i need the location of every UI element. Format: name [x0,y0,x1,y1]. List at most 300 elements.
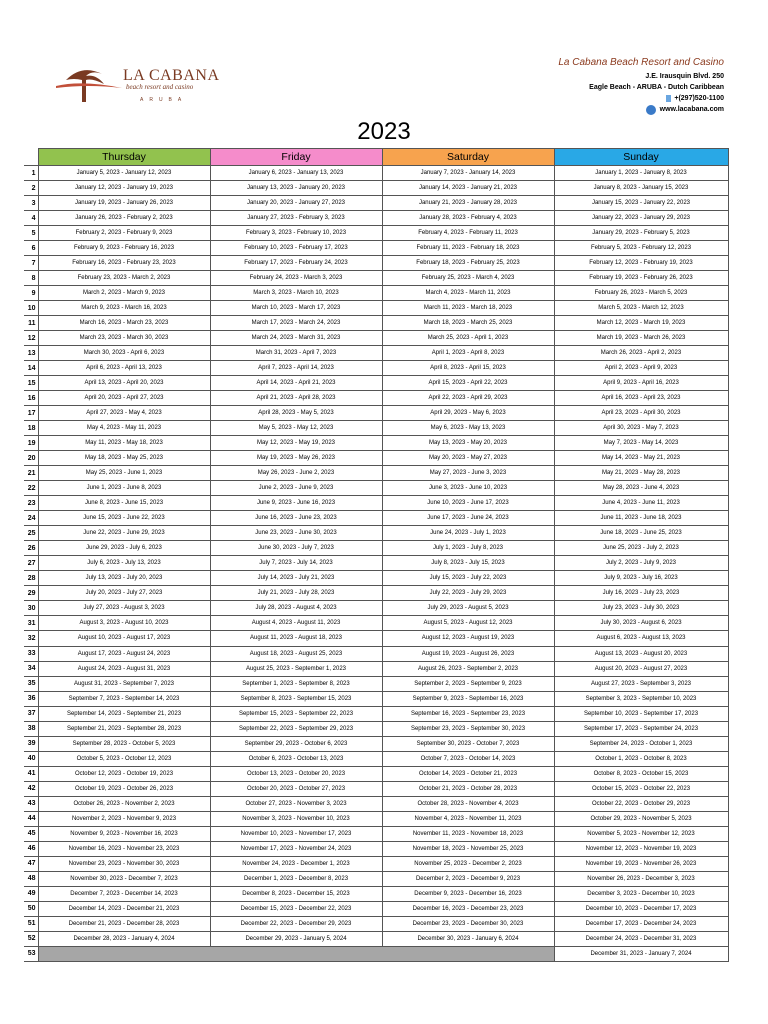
week-row [24,856,728,871]
week-number: 6 [24,241,38,256]
week-range-thu: July 6, 2023 - July 13, 2023 [38,556,210,571]
week-range-sat: August 5, 2023 - August 12, 2023 [382,616,554,631]
week-range-sat: November 4, 2023 - November 11, 2023 [382,811,554,826]
phone-icon [666,95,671,102]
week-range-thu: April 6, 2023 - April 13, 2023 [38,361,210,376]
week-range-thu: March 23, 2023 - March 30, 2023 [38,331,210,346]
week-range-thu: February 23, 2023 - March 2, 2023 [38,271,210,286]
week-range-sun: April 2, 2023 - April 9, 2023 [554,361,728,376]
week-range-fri: November 3, 2023 - November 10, 2023 [210,811,382,826]
week-row [24,256,728,271]
week-range-thu: November 2, 2023 - November 9, 2023 [38,811,210,826]
header-friday: Friday [210,149,382,166]
week-range-thu: July 27, 2023 - August 3, 2023 [38,601,210,616]
week-range-fri: June 23, 2023 - June 30, 2023 [210,526,382,541]
week-range-sat: May 27, 2023 - June 3, 2023 [382,466,554,481]
week-range-sat: June 24, 2023 - July 1, 2023 [382,526,554,541]
week-range-thu: January 19, 2023 - January 26, 2023 [38,196,210,211]
week-range-sun: January 15, 2023 - January 22, 2023 [554,196,728,211]
week-range-fri: April 7, 2023 - April 14, 2023 [210,361,382,376]
week-row [24,361,728,376]
week-range-sat: April 29, 2023 - May 6, 2023 [382,406,554,421]
week-row [24,286,728,301]
week-range-thu: June 1, 2023 - June 8, 2023 [38,481,210,496]
week-number: 42 [24,781,38,796]
week-range-sun: April 30, 2023 - May 7, 2023 [554,421,728,436]
week-number: 52 [24,931,38,946]
week-number: 28 [24,571,38,586]
week-number: 9 [24,286,38,301]
week-number: 48 [24,871,38,886]
week-range-thu: October 26, 2023 - November 2, 2023 [38,796,210,811]
week-range-fri: May 5, 2023 - May 12, 2023 [210,421,382,436]
week-row [24,496,728,511]
week-range-sun: May 21, 2023 - May 28, 2023 [554,466,728,481]
week-range-sun: August 6, 2023 - August 13, 2023 [554,631,728,646]
week-row [24,736,728,751]
week-number: 32 [24,631,38,646]
week-range-fri: February 10, 2023 - February 17, 2023 [210,241,382,256]
week-range-sun: July 30, 2023 - August 6, 2023 [554,616,728,631]
week-range-fri: October 6, 2023 - October 13, 2023 [210,751,382,766]
week-range-fri: December 22, 2023 - December 29, 2023 [210,916,382,931]
week-range-sun: September 17, 2023 - September 24, 2023 [554,721,728,736]
week-number: 34 [24,661,38,676]
week-range-thu: December 14, 2023 - December 21, 2023 [38,901,210,916]
week-number: 7 [24,256,38,271]
week-row [24,196,728,211]
week-range-sat: July 15, 2023 - July 22, 2023 [382,571,554,586]
week-range-fri: May 26, 2023 - June 2, 2023 [210,466,382,481]
week-range-thu: August 31, 2023 - September 7, 2023 [38,676,210,691]
week-row [24,751,728,766]
week-number: 45 [24,826,38,841]
week-range-sat: July 29, 2023 - August 5, 2023 [382,601,554,616]
week-range-fri: June 16, 2023 - June 23, 2023 [210,511,382,526]
week-row [24,646,728,661]
week-range-thu: May 18, 2023 - May 25, 2023 [38,451,210,466]
week-range-fri: January 6, 2023 - January 13, 2023 [210,166,382,181]
week-number: 39 [24,736,38,751]
week-range-thu: July 13, 2023 - July 20, 2023 [38,571,210,586]
week-row [24,571,728,586]
week-range-sat: September 16, 2023 - September 23, 2023 [382,706,554,721]
week-range-thu: August 17, 2023 - August 24, 2023 [38,646,210,661]
week-range-sun: February 19, 2023 - February 26, 2023 [554,271,728,286]
week-range-sat: May 13, 2023 - May 20, 2023 [382,436,554,451]
week-range-sat: July 22, 2023 - July 29, 2023 [382,586,554,601]
week-number: 29 [24,586,38,601]
week-range-thu: June 8, 2023 - June 15, 2023 [38,496,210,511]
week-row [24,676,728,691]
address-line-1: J.E. Irausquin Blvd. 250 [645,73,724,80]
week-range-sat: November 11, 2023 - November 18, 2023 [382,826,554,841]
week-range-thu: October 12, 2023 - October 19, 2023 [38,766,210,781]
week-range-fri: April 14, 2023 - April 21, 2023 [210,376,382,391]
week-number: 47 [24,856,38,871]
week-range-sat: May 20, 2023 - May 27, 2023 [382,451,554,466]
week-range-thu: April 20, 2023 - April 27, 2023 [38,391,210,406]
week-range-fri: March 24, 2023 - March 31, 2023 [210,331,382,346]
week-row [24,841,728,856]
week-row [24,601,728,616]
week-range-sat: August 19, 2023 - August 26, 2023 [382,646,554,661]
week-range-thu: March 2, 2023 - March 9, 2023 [38,286,210,301]
week-range-sun: April 9, 2023 - April 16, 2023 [554,376,728,391]
week-number: 24 [24,511,38,526]
week-range-sat: January 21, 2023 - January 28, 2023 [382,196,554,211]
week-range-fri: September 15, 2023 - September 22, 2023 [210,706,382,721]
week-range-fri: April 28, 2023 - May 5, 2023 [210,406,382,421]
week-row [24,721,728,736]
resort-logo [52,62,242,112]
week-number: 46 [24,841,38,856]
week-range-sun: November 5, 2023 - November 12, 2023 [554,826,728,841]
week-range-sun: October 29, 2023 - November 5, 2023 [554,811,728,826]
week-range-thu: June 15, 2023 - June 22, 2023 [38,511,210,526]
week-number: 12 [24,331,38,346]
week-range-sun: October 22, 2023 - October 29, 2023 [554,796,728,811]
week-row [24,451,728,466]
week-row [24,481,728,496]
week-range-fri: October 20, 2023 - October 27, 2023 [210,781,382,796]
week-range-thu: January 12, 2023 - January 19, 2023 [38,181,210,196]
week-row [24,436,728,451]
week-number: 25 [24,526,38,541]
address-line-2: Eagle Beach - ARUBA - Dutch Caribbean [589,84,724,91]
week-number: 14 [24,361,38,376]
week-number: 8 [24,271,38,286]
week-row [24,331,728,346]
week-row [24,886,728,901]
week-number: 36 [24,691,38,706]
week-range-thu: November 23, 2023 - November 30, 2023 [38,856,210,871]
week-range-sun: June 4, 2023 - June 11, 2023 [554,496,728,511]
week-range-sat: December 30, 2023 - January 6, 2024 [382,931,554,946]
contact-block [558,57,724,115]
week-range-sat: March 4, 2023 - March 11, 2023 [382,286,554,301]
week-range-sat: December 23, 2023 - December 30, 2023 [382,916,554,931]
week-row [24,421,728,436]
week-range-sat: September 23, 2023 - September 30, 2023 [382,721,554,736]
week-range-sat: June 10, 2023 - June 17, 2023 [382,496,554,511]
week-row [24,661,728,676]
week-range-sat: July 8, 2023 - July 15, 2023 [382,556,554,571]
week-range-fri: June 30, 2023 - July 7, 2023 [210,541,382,556]
week-number: 1 [24,166,38,181]
week-number: 43 [24,796,38,811]
week-number: 23 [24,496,38,511]
week-range-fri: January 27, 2023 - February 3, 2023 [210,211,382,226]
week-number: 53 [24,946,38,961]
week-range-sat: February 11, 2023 - February 18, 2023 [382,241,554,256]
week-row [24,301,728,316]
week-number: 2 [24,181,38,196]
week-range-fri: September 8, 2023 - September 15, 2023 [210,691,382,706]
week-range-sat: April 8, 2023 - April 15, 2023 [382,361,554,376]
week-range-fri: June 2, 2023 - June 9, 2023 [210,481,382,496]
week-range-thu: October 5, 2023 - October 12, 2023 [38,751,210,766]
week-range-thu: September 21, 2023 - September 28, 2023 [38,721,210,736]
week-range-thu: June 29, 2023 - July 6, 2023 [38,541,210,556]
week-row [24,271,728,286]
week-range-fri: July 14, 2023 - July 21, 2023 [210,571,382,586]
week-range-fri: November 10, 2023 - November 17, 2023 [210,826,382,841]
week-range-thu: February 16, 2023 - February 23, 2023 [38,256,210,271]
week-range-sat: August 26, 2023 - September 2, 2023 [382,661,554,676]
week-number: 26 [24,541,38,556]
week-row [24,691,728,706]
week-range-thu: July 20, 2023 - July 27, 2023 [38,586,210,601]
week-row [24,781,728,796]
week-range-sun: May 14, 2023 - May 21, 2023 [554,451,728,466]
week-range-sun: December 3, 2023 - December 10, 2023 [554,886,728,901]
week-range-fri: December 8, 2023 - December 15, 2023 [210,886,382,901]
week-range-sat: September 9, 2023 - September 16, 2023 [382,691,554,706]
week-number: 50 [24,901,38,916]
week-range-fri: March 31, 2023 - April 7, 2023 [210,346,382,361]
header-thursday: Thursday [38,149,210,166]
week-row [24,931,728,946]
week-range-fri: March 17, 2023 - March 24, 2023 [210,316,382,331]
week-range-sun: June 11, 2023 - June 18, 2023 [554,511,728,526]
week-row [24,556,728,571]
week-range-sat: April 15, 2023 - April 22, 2023 [382,376,554,391]
week-range-fri: September 1, 2023 - September 8, 2023 [210,676,382,691]
week-range-sun: December 24, 2023 - December 31, 2023 [554,931,728,946]
week-range-thu: February 2, 2023 - February 9, 2023 [38,226,210,241]
week-range-sat: January 14, 2023 - January 21, 2023 [382,181,554,196]
week-range-fri: October 13, 2023 - October 20, 2023 [210,766,382,781]
week-number: 30 [24,601,38,616]
week-range-fri: May 19, 2023 - May 26, 2023 [210,451,382,466]
week-range-sun: March 12, 2023 - March 19, 2023 [554,316,728,331]
week-range-sat: November 25, 2023 - December 2, 2023 [382,856,554,871]
week-range-sat: August 12, 2023 - August 19, 2023 [382,631,554,646]
week-range-sat: April 1, 2023 - April 8, 2023 [382,346,554,361]
week-range-sun: April 16, 2023 - April 23, 2023 [554,391,728,406]
palm-tree-icon [52,62,124,108]
week-range-thu: September 14, 2023 - September 21, 2023 [38,706,210,721]
week-range-sun: July 9, 2023 - July 16, 2023 [554,571,728,586]
week-range-sun: September 10, 2023 - September 17, 2023 [554,706,728,721]
website-link[interactable]: www.lacabana.com [659,106,724,113]
week-range-fri: June 9, 2023 - June 16, 2023 [210,496,382,511]
week-number: 3 [24,196,38,211]
week-range-fri: August 11, 2023 - August 18, 2023 [210,631,382,646]
week-range-sat: December 2, 2023 - December 9, 2023 [382,871,554,886]
week-range-sun: August 27, 2023 - September 3, 2023 [554,676,728,691]
week-number: 15 [24,376,38,391]
week-range-thu: May 25, 2023 - June 1, 2023 [38,466,210,481]
header-sunday: Sunday [554,149,728,166]
week-number: 19 [24,436,38,451]
week-range-sun: June 18, 2023 - June 25, 2023 [554,526,728,541]
week-range-sun: April 23, 2023 - April 30, 2023 [554,406,728,421]
week-number: 16 [24,391,38,406]
header-saturday: Saturday [382,149,554,166]
week-row [24,916,728,931]
week-row [24,541,728,556]
week-range-fri: July 21, 2023 - July 28, 2023 [210,586,382,601]
week-range-fri: July 28, 2023 - August 4, 2023 [210,601,382,616]
week-range-fri: January 20, 2023 - January 27, 2023 [210,196,382,211]
week-number: 31 [24,616,38,631]
week-range-fri: November 24, 2023 - December 1, 2023 [210,856,382,871]
week-range-thu: March 30, 2023 - April 6, 2023 [38,346,210,361]
week-range-sun: November 26, 2023 - December 3, 2023 [554,871,728,886]
week-number: 41 [24,766,38,781]
week-range-thu: June 22, 2023 - June 29, 2023 [38,526,210,541]
week-range-fri: October 27, 2023 - November 3, 2023 [210,796,382,811]
globe-icon [646,105,656,115]
week-range-sun: October 1, 2023 - October 8, 2023 [554,751,728,766]
week-row [24,796,728,811]
week-range-sun: February 12, 2023 - February 19, 2023 [554,256,728,271]
week-range-sat: May 6, 2023 - May 13, 2023 [382,421,554,436]
week-range-thu: April 13, 2023 - April 20, 2023 [38,376,210,391]
week-range-sat: December 9, 2023 - December 16, 2023 [382,886,554,901]
week-range-fri: July 7, 2023 - July 14, 2023 [210,556,382,571]
week-range-sun: July 16, 2023 - July 23, 2023 [554,586,728,601]
week-row [24,211,728,226]
week-range-sat: March 18, 2023 - March 25, 2023 [382,316,554,331]
week-range-sat: February 18, 2023 - February 25, 2023 [382,256,554,271]
week-range-thu: October 19, 2023 - October 26, 2023 [38,781,210,796]
week-number: 27 [24,556,38,571]
week-number: 38 [24,721,38,736]
week-number: 20 [24,451,38,466]
week-row [24,946,728,961]
week-range-sat: July 1, 2023 - July 8, 2023 [382,541,554,556]
week-row [24,181,728,196]
week-range-thu: August 24, 2023 - August 31, 2023 [38,661,210,676]
week-range-sat: January 28, 2023 - February 4, 2023 [382,211,554,226]
week-row [24,871,728,886]
week-row [24,346,728,361]
week-range-sun: August 20, 2023 - August 27, 2023 [554,661,728,676]
week-range-sun: October 15, 2023 - October 22, 2023 [554,781,728,796]
week-range-thu: September 7, 2023 - September 14, 2023 [38,691,210,706]
week-range-thu: November 9, 2023 - November 16, 2023 [38,826,210,841]
week-row [24,586,728,601]
week-range-thu: January 5, 2023 - January 12, 2023 [38,166,210,181]
week-number: 22 [24,481,38,496]
week-range-sun: January 29, 2023 - February 5, 2023 [554,226,728,241]
week-range-sun: July 2, 2023 - July 9, 2023 [554,556,728,571]
week-range-sun: May 28, 2023 - June 4, 2023 [554,481,728,496]
week-row [24,811,728,826]
week-range-thu: February 9, 2023 - February 16, 2023 [38,241,210,256]
week-range-sun: March 26, 2023 - April 2, 2023 [554,346,728,361]
week-row [24,466,728,481]
week-range-sun: May 7, 2023 - May 14, 2023 [554,436,728,451]
week-range-fri: March 3, 2023 - March 10, 2023 [210,286,382,301]
week-number: 51 [24,916,38,931]
week-range-sun: February 5, 2023 - February 12, 2023 [554,241,728,256]
week-range-sun: September 24, 2023 - October 1, 2023 [554,736,728,751]
week-number-header [24,149,38,166]
calendar-body [24,166,728,962]
week-number: 5 [24,226,38,241]
week-range-sun: March 5, 2023 - March 12, 2023 [554,301,728,316]
week-range-thu: August 3, 2023 - August 10, 2023 [38,616,210,631]
week-range-fri: August 18, 2023 - August 25, 2023 [210,646,382,661]
week-range-thu: November 16, 2023 - November 23, 2023 [38,841,210,856]
week-range-thu: August 10, 2023 - August 17, 2023 [38,631,210,646]
week-calendar-table [24,148,729,962]
week-row [24,226,728,241]
week-range-sat: September 30, 2023 - October 7, 2023 [382,736,554,751]
week-range-fri: January 13, 2023 - January 20, 2023 [210,181,382,196]
week-number: 33 [24,646,38,661]
week-range-sun: January 8, 2023 - January 15, 2023 [554,181,728,196]
week-range-fri: September 29, 2023 - October 6, 2023 [210,736,382,751]
empty-gray-cell [38,946,554,961]
week-number: 49 [24,886,38,901]
logo-name: LA CABANA [123,67,220,84]
week-row [24,406,728,421]
week-range-fri: February 17, 2023 - February 24, 2023 [210,256,382,271]
logo-tagline: beach resort and casino [126,83,194,91]
week-range-thu: November 30, 2023 - December 7, 2023 [38,871,210,886]
week-range-fri: May 12, 2023 - May 19, 2023 [210,436,382,451]
week-range-fri: December 1, 2023 - December 8, 2023 [210,871,382,886]
week-range-fri: August 25, 2023 - September 1, 2023 [210,661,382,676]
week-range-fri: February 24, 2023 - March 3, 2023 [210,271,382,286]
week-range-thu: March 16, 2023 - March 23, 2023 [38,316,210,331]
week-range-thu: December 21, 2023 - December 28, 2023 [38,916,210,931]
week-number: 37 [24,706,38,721]
week-row [24,511,728,526]
week-range-sat: October 28, 2023 - November 4, 2023 [382,796,554,811]
week-number: 10 [24,301,38,316]
week-number: 4 [24,211,38,226]
week-number: 18 [24,421,38,436]
week-range-thu: May 4, 2023 - May 11, 2023 [38,421,210,436]
week-range-sun: December 10, 2023 - December 17, 2023 [554,901,728,916]
week-row [24,241,728,256]
week-range-sun: January 22, 2023 - January 29, 2023 [554,211,728,226]
week-range-sat: February 25, 2023 - March 4, 2023 [382,271,554,286]
week-range-sun: January 1, 2023 - January 8, 2023 [554,166,728,181]
week-row [24,376,728,391]
week-range-fri: November 17, 2023 - November 24, 2023 [210,841,382,856]
week-range-fri: December 29, 2023 - January 5, 2024 [210,931,382,946]
week-range-thu: January 26, 2023 - February 2, 2023 [38,211,210,226]
week-number: 35 [24,676,38,691]
week-row [24,631,728,646]
week-range-fri: April 21, 2023 - April 28, 2023 [210,391,382,406]
week-range-sun: December 31, 2023 - January 7, 2024 [554,946,728,961]
week-number: 11 [24,316,38,331]
week-range-sun: September 3, 2023 - September 10, 2023 [554,691,728,706]
week-range-sat: April 22, 2023 - April 29, 2023 [382,391,554,406]
week-row [24,316,728,331]
week-range-sun: November 12, 2023 - November 19, 2023 [554,841,728,856]
week-range-thu: September 28, 2023 - October 5, 2023 [38,736,210,751]
week-range-thu: December 28, 2023 - January 4, 2024 [38,931,210,946]
week-range-sat: February 4, 2023 - February 11, 2023 [382,226,554,241]
week-number: 21 [24,466,38,481]
week-range-thu: April 27, 2023 - May 4, 2023 [38,406,210,421]
week-row [24,616,728,631]
resort-full-name: La Cabana Beach Resort and Casino [558,57,724,68]
week-row [24,166,728,181]
week-number: 17 [24,406,38,421]
week-range-sun: December 17, 2023 - December 24, 2023 [554,916,728,931]
week-range-sat: December 16, 2023 - December 23, 2023 [382,901,554,916]
